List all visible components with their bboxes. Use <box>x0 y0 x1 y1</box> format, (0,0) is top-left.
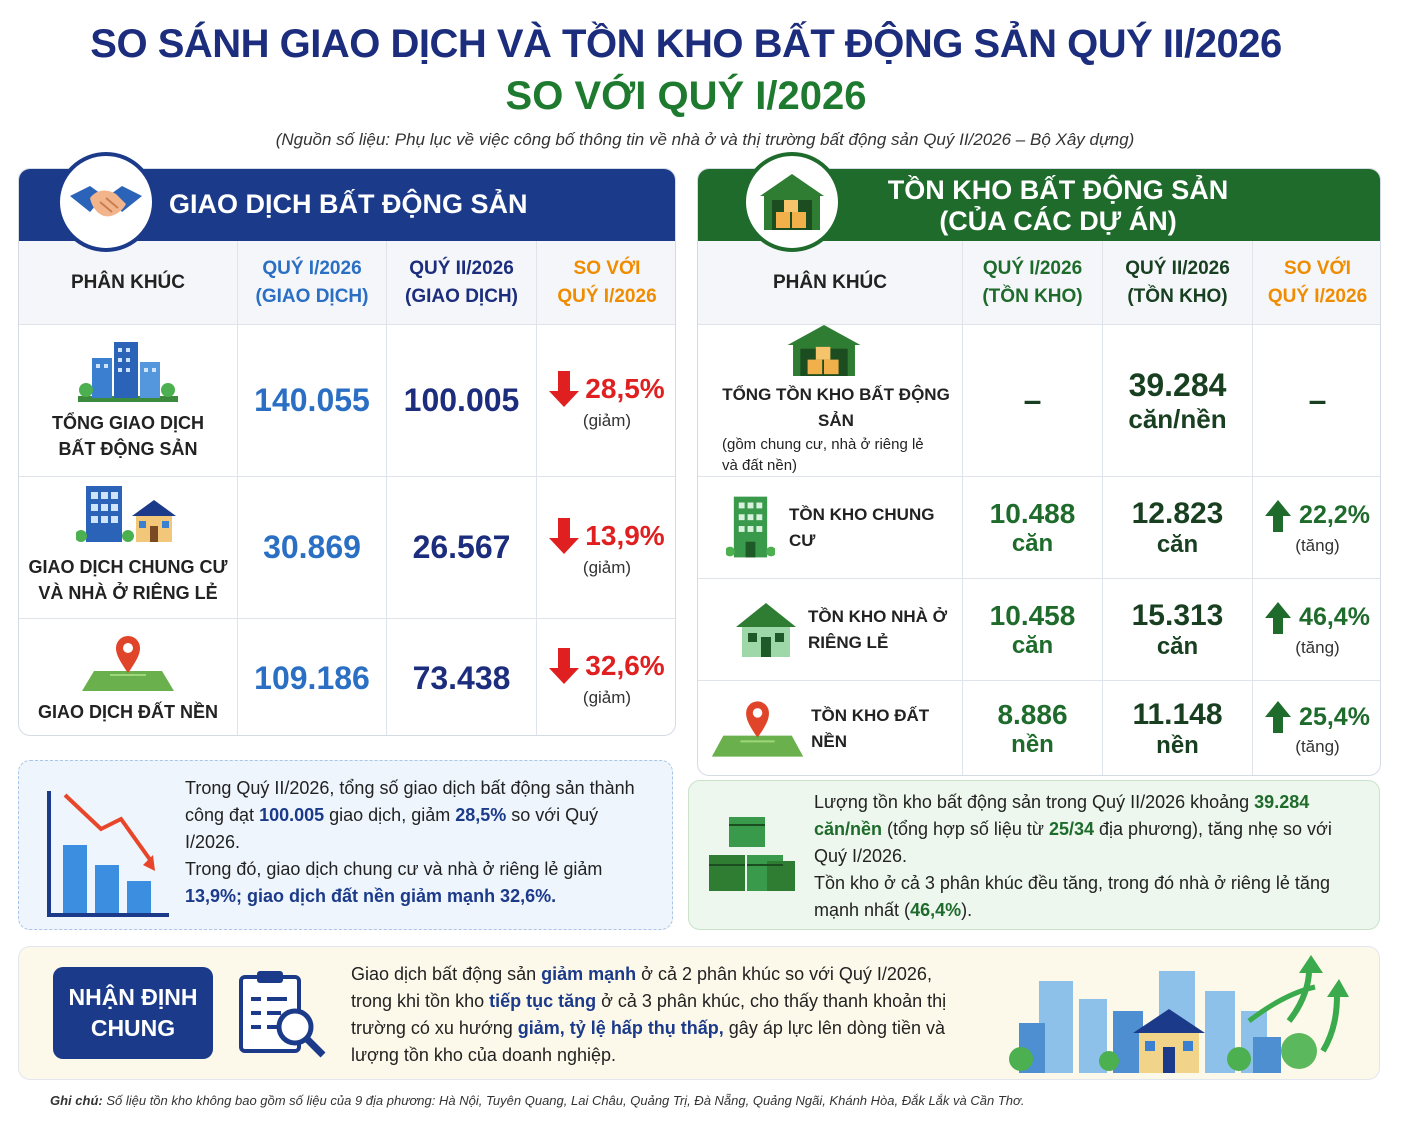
col-header-compare: SO VỚI QUÝ I/2026 <box>1253 241 1381 325</box>
transactions-title: GIAO DỊCH BẤT ĐỘNG SẢN <box>169 189 528 219</box>
table-row-land-segment: GIAO DỊCH ĐẤT NỀN <box>19 619 238 736</box>
inventory-panel <box>697 168 1381 776</box>
total-inventory-q2: 39.284 căn/nền <box>1103 325 1253 477</box>
apartment-inventory-q1: 10.488 căn <box>963 477 1103 579</box>
city-growth-icon <box>1009 951 1349 1077</box>
clipboard-search-icon <box>237 969 327 1059</box>
apartment-compare: 13,9% (giảm) <box>537 477 676 619</box>
declining-bar-chart-icon <box>45 781 175 921</box>
source-note: (Nguồn số liệu: Phụ lục về việc công bố thông tin về nhà ở và thị trường bất động sản Quý II/2026 – Bộ Xây dựng) <box>275 130 1135 149</box>
apartment-q2-value: 26.567 <box>387 477 537 619</box>
land-q1-value: 109.186 <box>238 619 387 736</box>
total-inventory-q1: – <box>963 325 1103 477</box>
city-buildings-icon <box>78 340 178 402</box>
up-arrow-icon <box>1265 701 1291 733</box>
land-inventory-q2: 11.148 nền <box>1103 681 1253 776</box>
table-row-apartment-inventory: TỒN KHO CHUNG CƯ <box>698 477 963 579</box>
warehouse-icon <box>784 325 864 376</box>
down-arrow-icon <box>549 518 579 554</box>
table-row-total-segment: TỔNG GIAO DỊCH BẤT ĐỘNG SẢN <box>19 325 238 477</box>
inventory-table <box>698 241 1380 776</box>
apartment-q1-value: 30.869 <box>238 477 387 619</box>
transactions-summary-note: Trong Quý II/2026, tổng số giao dịch bất động sản thành công đạt 100.005 giao dịch, giảm 28,5% so với Quý I/2026. Trong đó, giao dịch chung cư và nhà ở riêng lẻ giảm 13,9%; giao dịch đất nền giảm mạnh 32,6%. <box>18 760 673 930</box>
land-inventory-compare: 25,4% (tăng) <box>1253 681 1381 776</box>
apartment-inventory-compare: 22,2% (tăng) <box>1253 477 1381 579</box>
house-inventory-q2: 15.313 căn <box>1103 579 1253 681</box>
transactions-table <box>19 241 675 736</box>
boxes-icon <box>707 815 797 895</box>
handshake-icon <box>56 152 156 252</box>
up-arrow-icon <box>1265 602 1291 634</box>
table-row-land-inventory: TỒN KHO ĐẤT NỀN <box>698 681 963 776</box>
land-plot-icon <box>80 635 176 693</box>
col-header-q2: QUÝ II/2026 (GIAO DỊCH) <box>387 241 537 325</box>
total-q2-value: 100.005 <box>387 325 537 477</box>
col-header-q1: QUÝ I/2026 (GIAO DỊCH) <box>238 241 387 325</box>
col-header-compare: SO VỚI QUÝ I/2026 <box>537 241 676 325</box>
up-arrow-icon <box>1265 500 1291 532</box>
inventory-summary-note: Lượng tồn kho bất động sản trong Quý II/2026 khoảng 39.284 căn/nền (tổng hợp số liệu từ 25/34 địa phương), tăng nhẹ so với Quý I/2026. Tồn kho ở cả 3 phân khúc đều tăng, trong đó nhà ở riêng lẻ tăng mạnh nhất (46,4%). <box>688 780 1380 930</box>
total-inventory-compare: – <box>1253 325 1381 477</box>
page-subtitle: SO VỚI QUÝ I/2026 <box>505 74 867 118</box>
table-row-total-inventory: TỔNG TỒN KHO BẤT ĐỘNG SẢN (gồm chung cư, nhà ở riêng lẻ và đất nền) <box>698 325 963 477</box>
land-plot-icon <box>710 698 805 760</box>
down-arrow-icon <box>549 371 579 407</box>
inventory-title: TỒN KHO BẤT ĐỘNG SẢN (CỦA CÁC DỰ ÁN) <box>887 175 1229 236</box>
house-inventory-compare: 46,4% (tăng) <box>1253 579 1381 681</box>
land-q2-value: 73.438 <box>387 619 537 736</box>
col-header-q2: QUÝ II/2026 (TỒN KHO) <box>1103 241 1253 325</box>
apartment-house-icon <box>76 486 180 546</box>
footnote: Ghi chú: Số liệu tồn kho không bao gồm số liệu của 9 địa phương: Hà Nội, Tuyên Quang, Lai Châu, Quảng Trị, Đà Nẵng, Quảng Ngãi, Khánh Hòa, Đắk Lắk và Cần Thơ. <box>50 1093 1025 1108</box>
general-assessment: NHẬN ĐỊNH CHUNG Giao dịch bất động sản giảm mạnh ở cả 2 phân khúc so với Quý I/2026, trong khi tồn kho tiếp tục tăng ở cả 3 phân khúc, cho thấy thanh khoản thị trường có xu hướng giảm, tỷ lệ hấp thụ thấp, gây áp lực lên dòng tiền và lượng tồn kho của doanh nghiệp. <box>18 946 1380 1080</box>
land-inventory-q1: 8.886 nền <box>963 681 1103 776</box>
down-arrow-icon <box>549 648 579 684</box>
col-header-q1: QUÝ I/2026 (TỒN KHO) <box>963 241 1103 325</box>
land-compare: 32,6% (giảm) <box>537 619 676 736</box>
total-compare: 28,5% (giảm) <box>537 325 676 477</box>
total-q1-value: 140.055 <box>238 325 387 477</box>
page-title: SO SÁNH GIAO DỊCH VÀ TỒN KHO BẤT ĐỘNG SẢN QUÝ II/2026 <box>90 22 1282 66</box>
house-icon <box>734 601 798 659</box>
assessment-badge: NHẬN ĐỊNH CHUNG <box>53 967 213 1059</box>
col-header-segment: PHÂN KHÚC <box>19 241 238 325</box>
apartment-icon <box>726 496 775 560</box>
table-row-apartment-segment: GIAO DỊCH CHUNG CƯ VÀ NHÀ Ở RIÊNG LẺ <box>19 477 238 619</box>
col-header-segment: PHÂN KHÚC <box>698 241 963 325</box>
apartment-inventory-q2: 12.823 căn <box>1103 477 1253 579</box>
table-row-house-inventory: TỒN KHO NHÀ Ở RIÊNG LẺ <box>698 579 963 681</box>
warehouse-icon <box>742 152 842 252</box>
house-inventory-q1: 10.458 căn <box>963 579 1103 681</box>
transactions-panel <box>18 168 676 736</box>
